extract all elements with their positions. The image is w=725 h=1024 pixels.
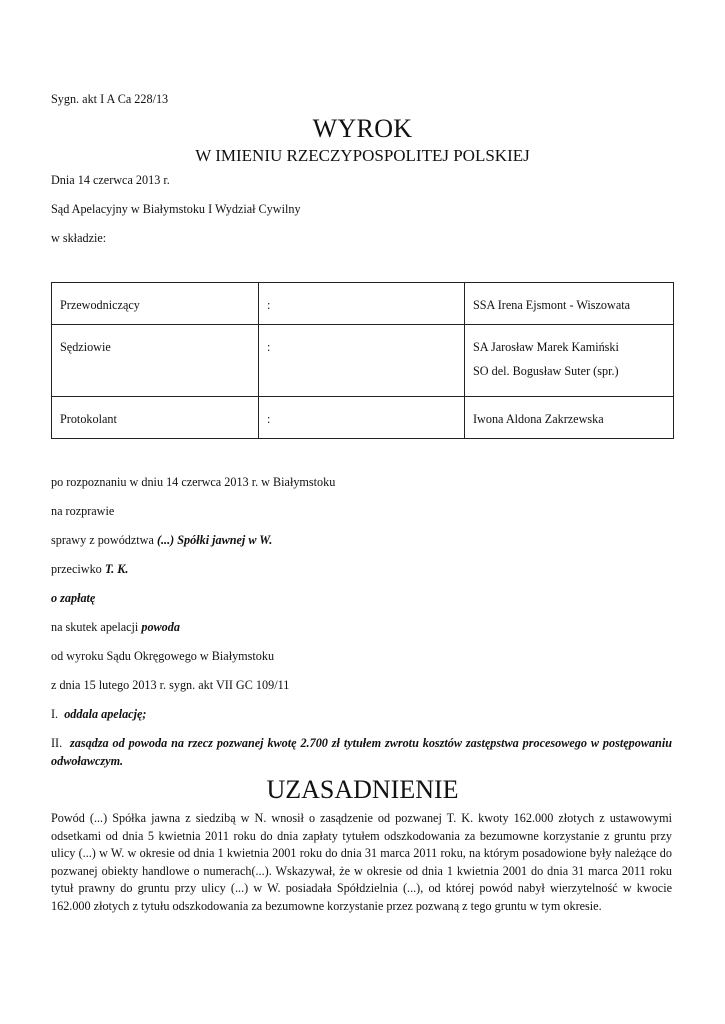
table-row [52,325,674,397]
separator-cell: : [259,283,465,325]
lower-judgment-date: z dnia 15 lutego 2013 r. sygn. akt VII GC 109/11 [51,678,290,692]
document-title: WYROK [312,114,413,143]
ruling-date: Dnia 14 czerwca 2013 r. [51,173,170,187]
table-row [52,283,674,325]
role-cell: Sędziowie [52,325,259,397]
ruling-item-2: II. zasądza od powoda na rzecz pozwanej kwotę 2.700 zł tytułem zwrotu kosztów zastępstwa procesowego w postępowaniu odwoławczym. [51,736,672,768]
judge-name: SA Jarosław Marek Kamiński [473,340,619,354]
plaintiff-name: (...) Spółki jawnej w W. [156,533,273,547]
case-subject: o zapłatę [51,591,96,605]
composition-label: w składzie: [51,231,107,245]
plaintiff-line: sprawy z powództwa (...) Spółki jawnej w W. [51,533,273,547]
defendant-line: przeciwko T. K. [51,562,129,576]
justification-title: UZASADNIENIE [266,775,459,804]
separator-cell: : [259,325,465,397]
justification-paragraph: Powód (...) Spółka jawna z siedzibą w N. wnosił o zasądzenie od pozwanej T. K. kwoty 162.000 złotych z ustawowymi odsetkami od dnia 5 kwietnia 2011 roku do dnia zapłaty tytułem odszkodowania za bezumowne korzystanie z gruntu przy ulicy (...) w W. w okresie od dnia 1 kwietnia 2001 roku do dnia 31 marca 2011 roku, na którym posadowione były należące do pozwanej obiekty handlowe o numerach(...). Wskazywał, że w okresie od dnia 1 kwietnia 2001 do dnia 31 marca 2011 roku tytuł prawny do gruntu przy ulicy (...) w W. posiadała Spółdzielnia (...), od której powód nabył wierzytelność w kwocie 162.000 złotych z tytułu odszkodowania za bezumowne korzystanie przez pozwaną z tego gruntu w tym okresie. [51,811,672,913]
role-cell: Protokolant [52,397,259,439]
document-subtitle: W IMIENIU RZECZYPOSPOLITEJ POLSKIEJ [195,146,530,165]
table-row [52,397,674,439]
appellant-name: powoda [141,620,180,634]
names-cell [465,325,674,397]
appeal-line: na skutek apelacji powoda [51,620,180,634]
separator-cell: : [259,397,465,439]
names-cell: SSA Irena Ejsmont - Wiszowata [465,283,674,325]
defendant-name: T. K. [104,562,129,576]
hearing-line: po rozpoznaniu w dniu 14 czerwca 2013 r. w Białymstoku [51,475,336,489]
ruling-item-1: I. oddala apelację; [51,707,147,721]
court-name: Sąd Apelacyjny w Białymstoku I Wydział Cywilny [51,202,301,216]
judge-name: SO del. Bogusław Suter (spr.) [473,364,619,378]
panel-table [51,282,674,439]
session-line: na rozprawie [51,504,115,518]
lower-court-line: od wyroku Sądu Okręgowego w Białymstoku [51,649,275,663]
case-signature: Sygn. akt I A Ca 228/13 [51,92,169,106]
role-cell: Przewodniczący [52,283,259,325]
names-cell: Iwona Aldona Zakrzewska [465,397,674,439]
